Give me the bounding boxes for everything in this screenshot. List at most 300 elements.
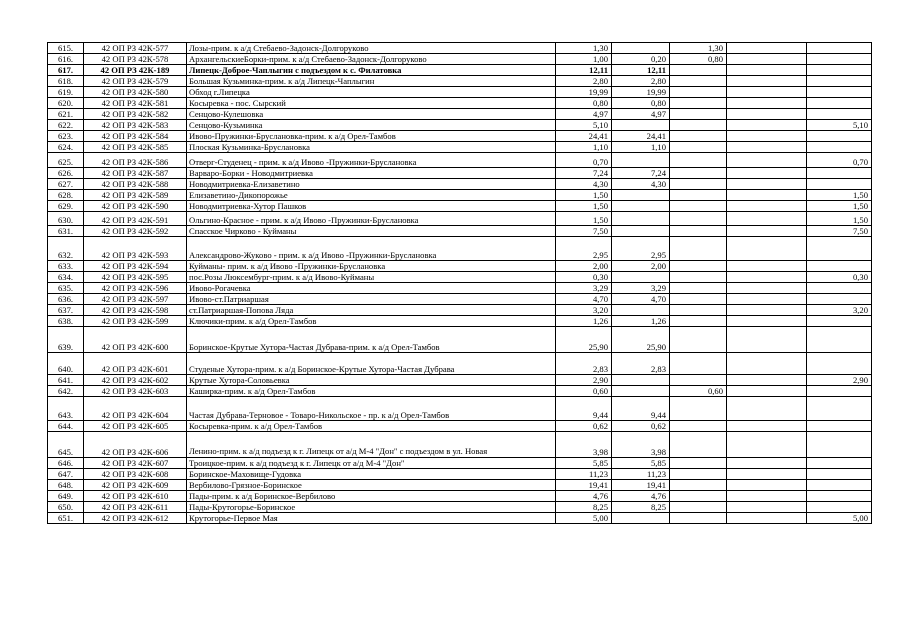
row-number-cell: 624. — [48, 142, 84, 153]
total-length-cell: 1,50 — [556, 190, 612, 201]
length-col-3-cell — [670, 283, 727, 294]
length-col-5-cell — [807, 109, 872, 120]
length-col-4-cell — [727, 305, 807, 316]
length-col-2-cell — [612, 386, 670, 397]
table-row — [48, 98, 872, 109]
length-col-5-cell — [807, 502, 872, 513]
total-length-cell: 2,90 — [556, 375, 612, 386]
length-col-3-cell — [670, 458, 727, 469]
road-name-cell: Троицкое-прим. к а/д подъезд к г. Липецк от а/д М-4 "Дон" — [187, 458, 556, 469]
table-row — [48, 294, 872, 305]
length-col-3-cell — [670, 237, 727, 261]
row-number-cell: 616. — [48, 54, 84, 65]
length-col-3-cell — [670, 469, 727, 480]
road-code-cell: 42 ОП РЗ 42К-598 — [84, 305, 187, 316]
total-length-cell: 0,30 — [556, 272, 612, 283]
length-col-4-cell — [727, 327, 807, 353]
total-length-cell: 1,30 — [556, 43, 612, 54]
row-number-cell: 646. — [48, 458, 84, 469]
road-name-cell: Боринское-Маховище-Гудовка — [187, 469, 556, 480]
table-row — [48, 458, 872, 469]
length-col-3-cell — [670, 142, 727, 153]
road-code-cell: 42 ОП РЗ 42К-604 — [84, 397, 187, 421]
length-col-3-cell — [670, 226, 727, 237]
length-col-2-cell: 2,83 — [612, 353, 670, 375]
length-col-2-cell — [612, 43, 670, 54]
length-col-2-cell — [612, 513, 670, 524]
length-col-2-cell: 4,76 — [612, 491, 670, 502]
road-name-cell: Ольгино-Красное - прим. к а/д Ивово -Пружинки-Бруслановка — [187, 212, 556, 226]
total-length-cell: 9,44 — [556, 397, 612, 421]
road-name-cell: Вербилово-Грязное-Боринское — [187, 480, 556, 491]
total-length-cell: 12,11 — [556, 65, 612, 76]
road-name-cell: Липецк-Доброе-Чаплыгин с подъездом к с. Филатовка — [187, 65, 556, 76]
road-name-cell: Сенцово-Кулешовка — [187, 109, 556, 120]
length-col-2-cell: 12,11 — [612, 65, 670, 76]
table-row — [48, 179, 872, 190]
length-col-3-cell — [670, 131, 727, 142]
length-col-3-cell: 0,80 — [670, 54, 727, 65]
total-length-cell: 3,29 — [556, 283, 612, 294]
length-col-2-cell: 7,24 — [612, 168, 670, 179]
length-col-4-cell — [727, 469, 807, 480]
length-col-5-cell: 1,50 — [807, 201, 872, 212]
road-name-cell: Ивово-Рогачевка — [187, 283, 556, 294]
length-col-4-cell — [727, 179, 807, 190]
length-col-2-cell: 8,25 — [612, 502, 670, 513]
length-col-3-cell — [670, 261, 727, 272]
road-code-cell: 42 ОП РЗ 42К-578 — [84, 54, 187, 65]
length-col-4-cell — [727, 502, 807, 513]
table-row — [48, 421, 872, 432]
table-row — [48, 87, 872, 98]
table-row — [48, 43, 872, 54]
road-code-cell: 42 ОП РЗ 42К-580 — [84, 87, 187, 98]
table-row — [48, 491, 872, 502]
road-code-cell: 42 ОП РЗ 42К-600 — [84, 327, 187, 353]
road-name-cell: Крутогорье-Первое Мая — [187, 513, 556, 524]
total-length-cell: 11,23 — [556, 469, 612, 480]
row-number-cell: 647. — [48, 469, 84, 480]
length-col-3-cell — [670, 120, 727, 131]
length-col-3-cell — [670, 432, 727, 458]
length-col-5-cell — [807, 87, 872, 98]
road-code-cell: 42 ОП РЗ 42К-603 — [84, 386, 187, 397]
road-code-cell: 42 ОП РЗ 42К-579 — [84, 76, 187, 87]
table-row — [48, 272, 872, 283]
length-col-3-cell — [670, 305, 727, 316]
table-row — [48, 131, 872, 142]
length-col-5-cell — [807, 179, 872, 190]
table-row — [48, 153, 872, 168]
length-col-4-cell — [727, 316, 807, 327]
road-name-cell: пос.Розы Люксембург-прим. к а/д Ивово-Куйманы — [187, 272, 556, 283]
road-name-cell: Ленино-прим. к а/д подъезд к г. Липецк от а/д М-4 "Дон" с подъездом в ул. Новая — [187, 432, 556, 458]
table-row — [48, 513, 872, 524]
road-name-cell: Ивово-ст.Патриаршая — [187, 294, 556, 305]
road-name-cell: Косыревка - пос. Сырский — [187, 98, 556, 109]
row-number-cell: 651. — [48, 513, 84, 524]
length-col-5-cell: 7,50 — [807, 226, 872, 237]
table-row — [48, 190, 872, 201]
row-number-cell: 640. — [48, 353, 84, 375]
road-code-cell: 42 ОП РЗ 42К-577 — [84, 43, 187, 54]
length-col-2-cell: 19,99 — [612, 87, 670, 98]
row-number-cell: 648. — [48, 480, 84, 491]
length-col-2-cell — [612, 272, 670, 283]
total-length-cell: 1,26 — [556, 316, 612, 327]
length-col-4-cell — [727, 65, 807, 76]
road-code-cell: 42 ОП РЗ 42К-607 — [84, 458, 187, 469]
road-name-cell: Обход г.Липецка — [187, 87, 556, 98]
length-col-3-cell — [670, 294, 727, 305]
length-col-2-cell: 3,29 — [612, 283, 670, 294]
table-row — [48, 226, 872, 237]
total-length-cell: 1,50 — [556, 201, 612, 212]
row-number-cell: 635. — [48, 283, 84, 294]
length-col-4-cell — [727, 294, 807, 305]
road-name-cell: Частая Дубрава-Терновое - Товаро-Никольское - пр. к а/д Орел-Тамбов — [187, 397, 556, 421]
length-col-2-cell — [612, 305, 670, 316]
total-length-cell: 8,25 — [556, 502, 612, 513]
length-col-5-cell — [807, 131, 872, 142]
road-name-cell: Отверг-Студенец - прим. к а/д Ивово -Пружинки-Бруслановка — [187, 153, 556, 168]
length-col-4-cell — [727, 397, 807, 421]
road-code-cell: 42 ОП РЗ 42К-606 — [84, 432, 187, 458]
total-length-cell: 5,85 — [556, 458, 612, 469]
table-row — [48, 54, 872, 65]
length-col-4-cell — [727, 375, 807, 386]
length-col-2-cell: 4,30 — [612, 179, 670, 190]
table-row — [48, 261, 872, 272]
total-length-cell: 2,00 — [556, 261, 612, 272]
length-col-2-cell — [612, 201, 670, 212]
length-col-2-cell: 2,00 — [612, 261, 670, 272]
length-col-3-cell — [670, 491, 727, 502]
length-col-4-cell — [727, 226, 807, 237]
row-number-cell: 631. — [48, 226, 84, 237]
length-col-4-cell — [727, 54, 807, 65]
row-number-cell: 644. — [48, 421, 84, 432]
length-col-5-cell — [807, 327, 872, 353]
total-length-cell: 19,41 — [556, 480, 612, 491]
length-col-2-cell: 24,41 — [612, 131, 670, 142]
length-col-5-cell: 5,10 — [807, 120, 872, 131]
length-col-5-cell — [807, 283, 872, 294]
total-length-cell: 1,10 — [556, 142, 612, 153]
length-col-2-cell — [612, 120, 670, 131]
length-col-3-cell — [670, 201, 727, 212]
length-col-3-cell — [670, 353, 727, 375]
length-col-4-cell — [727, 201, 807, 212]
length-col-3-cell — [670, 327, 727, 353]
length-col-4-cell — [727, 421, 807, 432]
table-row — [48, 432, 872, 458]
total-length-cell: 5,10 — [556, 120, 612, 131]
road-code-cell: 42 ОП РЗ 42К-610 — [84, 491, 187, 502]
length-col-4-cell — [727, 283, 807, 294]
length-col-5-cell — [807, 469, 872, 480]
road-code-cell: 42 ОП РЗ 42К-601 — [84, 353, 187, 375]
road-name-cell: Новодмитриевка-Хутор Пашков — [187, 201, 556, 212]
table-row — [48, 237, 872, 261]
table-row — [48, 353, 872, 375]
table-row — [48, 76, 872, 87]
length-col-3-cell — [670, 421, 727, 432]
road-name-cell: Студеные Хутора-прим. к а/д Боринское-Крутые Хутора-Частая Дубрава — [187, 353, 556, 375]
total-length-cell: 4,97 — [556, 109, 612, 120]
length-col-5-cell — [807, 142, 872, 153]
length-col-4-cell — [727, 98, 807, 109]
length-col-3-cell: 1,30 — [670, 43, 727, 54]
length-col-5-cell — [807, 353, 872, 375]
length-col-3-cell — [670, 168, 727, 179]
row-number-cell: 620. — [48, 98, 84, 109]
table-row — [48, 316, 872, 327]
length-col-3-cell — [670, 98, 727, 109]
table-row — [48, 142, 872, 153]
total-length-cell: 25,90 — [556, 327, 612, 353]
row-number-cell: 617. — [48, 65, 84, 76]
road-code-cell: 42 ОП РЗ 42К-594 — [84, 261, 187, 272]
length-col-4-cell — [727, 272, 807, 283]
road-name-cell: Куйманы- прим. к а/д Ивово -Пружинки-Бруслановка — [187, 261, 556, 272]
length-col-5-cell — [807, 98, 872, 109]
length-col-4-cell — [727, 480, 807, 491]
length-col-3-cell — [670, 65, 727, 76]
road-name-cell: Елизаветино-Дикопорожье — [187, 190, 556, 201]
length-col-2-cell: 11,23 — [612, 469, 670, 480]
row-number-cell: 639. — [48, 327, 84, 353]
road-code-cell: 42 ОП РЗ 42К-609 — [84, 480, 187, 491]
table-row — [48, 109, 872, 120]
road-name-cell: Ивово-Пружинки-Бруслановка-прим. к а/д Орел-Тамбов — [187, 131, 556, 142]
total-length-cell: 0,70 — [556, 153, 612, 168]
length-col-4-cell — [727, 491, 807, 502]
row-number-cell: 636. — [48, 294, 84, 305]
total-length-cell: 0,62 — [556, 421, 612, 432]
road-code-cell: 42 ОП РЗ 42К-592 — [84, 226, 187, 237]
road-code-cell: 42 ОП РЗ 42К-595 — [84, 272, 187, 283]
road-code-cell: 42 ОП РЗ 42К-591 — [84, 212, 187, 226]
total-length-cell: 1,00 — [556, 54, 612, 65]
total-length-cell: 7,50 — [556, 226, 612, 237]
row-number-cell: 625. — [48, 153, 84, 168]
length-col-3-cell — [670, 272, 727, 283]
road-code-cell: 42 ОП РЗ 42К-189 — [84, 65, 187, 76]
length-col-4-cell — [727, 109, 807, 120]
table-row — [48, 212, 872, 226]
length-col-2-cell: 19,41 — [612, 480, 670, 491]
length-col-2-cell: 2,95 — [612, 237, 670, 261]
road-code-cell: 42 ОП РЗ 42К-587 — [84, 168, 187, 179]
row-number-cell: 622. — [48, 120, 84, 131]
row-number-cell: 643. — [48, 397, 84, 421]
length-col-3-cell — [670, 316, 727, 327]
length-col-3-cell — [670, 153, 727, 168]
length-col-3-cell — [670, 109, 727, 120]
length-col-2-cell: 3,98 — [612, 432, 670, 458]
length-col-3-cell — [670, 212, 727, 226]
road-name-cell: Александрово-Жуково - прим. к а/д Ивово -Пружинки-Бруслановка — [187, 237, 556, 261]
length-col-3-cell — [670, 76, 727, 87]
length-col-2-cell — [612, 153, 670, 168]
length-col-4-cell — [727, 131, 807, 142]
row-number-cell: 638. — [48, 316, 84, 327]
length-col-4-cell — [727, 76, 807, 87]
table-row — [48, 201, 872, 212]
length-col-2-cell: 9,44 — [612, 397, 670, 421]
road-name-cell: Новодмитриевка-Елизаветино — [187, 179, 556, 190]
length-col-4-cell — [727, 386, 807, 397]
length-col-3-cell — [670, 480, 727, 491]
total-length-cell: 0,80 — [556, 98, 612, 109]
length-col-5-cell: 5,00 — [807, 513, 872, 524]
length-col-4-cell — [727, 513, 807, 524]
road-name-cell: Большая Кузьминка-прим. к а/д Липецк-Чаплыгин — [187, 76, 556, 87]
length-col-5-cell — [807, 316, 872, 327]
road-name-cell: Сенцово-Кузьминка — [187, 120, 556, 131]
road-code-cell: 42 ОП РЗ 42К-602 — [84, 375, 187, 386]
length-col-2-cell: 25,90 — [612, 327, 670, 353]
row-number-cell: 627. — [48, 179, 84, 190]
road-code-cell: 42 ОП РЗ 42К-612 — [84, 513, 187, 524]
length-col-5-cell — [807, 458, 872, 469]
length-col-5-cell — [807, 76, 872, 87]
length-col-2-cell — [612, 212, 670, 226]
table-row — [48, 327, 872, 353]
row-number-cell: 637. — [48, 305, 84, 316]
length-col-4-cell — [727, 237, 807, 261]
length-col-4-cell — [727, 190, 807, 201]
road-code-cell: 42 ОП РЗ 42К-599 — [84, 316, 187, 327]
length-col-5-cell — [807, 480, 872, 491]
length-col-2-cell: 0,80 — [612, 98, 670, 109]
road-name-cell: Лозы-прим. к а/д Стебаево-Задонск-Долгоруково — [187, 43, 556, 54]
length-col-5-cell: 1,50 — [807, 190, 872, 201]
length-col-2-cell: 4,97 — [612, 109, 670, 120]
total-length-cell: 0,60 — [556, 386, 612, 397]
road-code-cell: 42 ОП РЗ 42К-581 — [84, 98, 187, 109]
road-code-cell: 42 ОП РЗ 42К-596 — [84, 283, 187, 294]
length-col-4-cell — [727, 212, 807, 226]
total-length-cell: 24,41 — [556, 131, 612, 142]
length-col-3-cell — [670, 190, 727, 201]
row-number-cell: 641. — [48, 375, 84, 386]
road-name-cell: Пады-прим. к а/д Боринское-Вербилово — [187, 491, 556, 502]
length-col-2-cell: 5,85 — [612, 458, 670, 469]
table-row — [48, 386, 872, 397]
total-length-cell: 5,00 — [556, 513, 612, 524]
length-col-5-cell: 1,50 — [807, 212, 872, 226]
length-col-5-cell: 0,30 — [807, 272, 872, 283]
table-row — [48, 397, 872, 421]
total-length-cell: 3,98 — [556, 432, 612, 458]
table-row — [48, 168, 872, 179]
length-col-5-cell — [807, 294, 872, 305]
length-col-3-cell: 0,60 — [670, 386, 727, 397]
length-col-4-cell — [727, 153, 807, 168]
table-body — [48, 43, 872, 524]
table-row — [48, 480, 872, 491]
road-code-cell: 42 ОП РЗ 42К-590 — [84, 201, 187, 212]
road-code-cell: 42 ОП РЗ 42К-584 — [84, 131, 187, 142]
length-col-4-cell — [727, 142, 807, 153]
road-name-cell: АрхангельскиеБорки-прим. к а/д Стебаево-Задонск-Долгоруково — [187, 54, 556, 65]
length-col-2-cell: 1,26 — [612, 316, 670, 327]
row-number-cell: 645. — [48, 432, 84, 458]
row-number-cell: 650. — [48, 502, 84, 513]
length-col-5-cell: 2,90 — [807, 375, 872, 386]
road-name-cell: Плоская Кузьминка-Бруслановка — [187, 142, 556, 153]
length-col-5-cell — [807, 397, 872, 421]
row-number-cell: 615. — [48, 43, 84, 54]
row-number-cell: 629. — [48, 201, 84, 212]
length-col-4-cell — [727, 120, 807, 131]
length-col-4-cell — [727, 353, 807, 375]
length-col-3-cell — [670, 502, 727, 513]
length-col-5-cell — [807, 432, 872, 458]
total-length-cell: 2,80 — [556, 76, 612, 87]
length-col-3-cell — [670, 375, 727, 386]
road-code-cell: 42 ОП РЗ 42К-585 — [84, 142, 187, 153]
length-col-3-cell — [670, 179, 727, 190]
road-code-cell: 42 ОП РЗ 42К-583 — [84, 120, 187, 131]
total-length-cell: 2,95 — [556, 237, 612, 261]
road-code-cell: 42 ОП РЗ 42К-593 — [84, 237, 187, 261]
length-col-4-cell — [727, 458, 807, 469]
total-length-cell: 2,83 — [556, 353, 612, 375]
road-code-cell: 42 ОП РЗ 42К-597 — [84, 294, 187, 305]
table-row — [48, 120, 872, 131]
table-row — [48, 375, 872, 386]
road-name-cell: Ключики-прим. к а/д Орел-Тамбов — [187, 316, 556, 327]
length-col-2-cell: 0,62 — [612, 421, 670, 432]
row-number-cell: 618. — [48, 76, 84, 87]
row-number-cell: 632. — [48, 237, 84, 261]
table-row — [48, 502, 872, 513]
length-col-2-cell — [612, 375, 670, 386]
row-number-cell: 623. — [48, 131, 84, 142]
row-number-cell: 621. — [48, 109, 84, 120]
row-number-cell: 633. — [48, 261, 84, 272]
road-name-cell: Каширка-прим. к а/д Орел-Тамбов — [187, 386, 556, 397]
total-length-cell: 7,24 — [556, 168, 612, 179]
length-col-5-cell — [807, 54, 872, 65]
total-length-cell: 4,76 — [556, 491, 612, 502]
length-col-2-cell — [612, 226, 670, 237]
row-number-cell: 649. — [48, 491, 84, 502]
road-name-cell: Косыревка-прим. к а/д Орел-Тамбов — [187, 421, 556, 432]
road-code-cell: 42 ОП РЗ 42К-611 — [84, 502, 187, 513]
total-length-cell: 19,99 — [556, 87, 612, 98]
length-col-3-cell — [670, 87, 727, 98]
length-col-4-cell — [727, 87, 807, 98]
length-col-4-cell — [727, 43, 807, 54]
length-col-5-cell — [807, 65, 872, 76]
length-col-4-cell — [727, 432, 807, 458]
length-col-2-cell — [612, 190, 670, 201]
length-col-5-cell — [807, 491, 872, 502]
length-col-5-cell: 0,70 — [807, 153, 872, 168]
length-col-5-cell — [807, 43, 872, 54]
length-col-5-cell — [807, 168, 872, 179]
road-code-cell: 42 ОП РЗ 42К-586 — [84, 153, 187, 168]
road-code-cell: 42 ОП РЗ 42К-588 — [84, 179, 187, 190]
road-name-cell: Спасское Чирково - Куйманы — [187, 226, 556, 237]
table-row — [48, 305, 872, 316]
road-code-cell: 42 ОП РЗ 42К-605 — [84, 421, 187, 432]
